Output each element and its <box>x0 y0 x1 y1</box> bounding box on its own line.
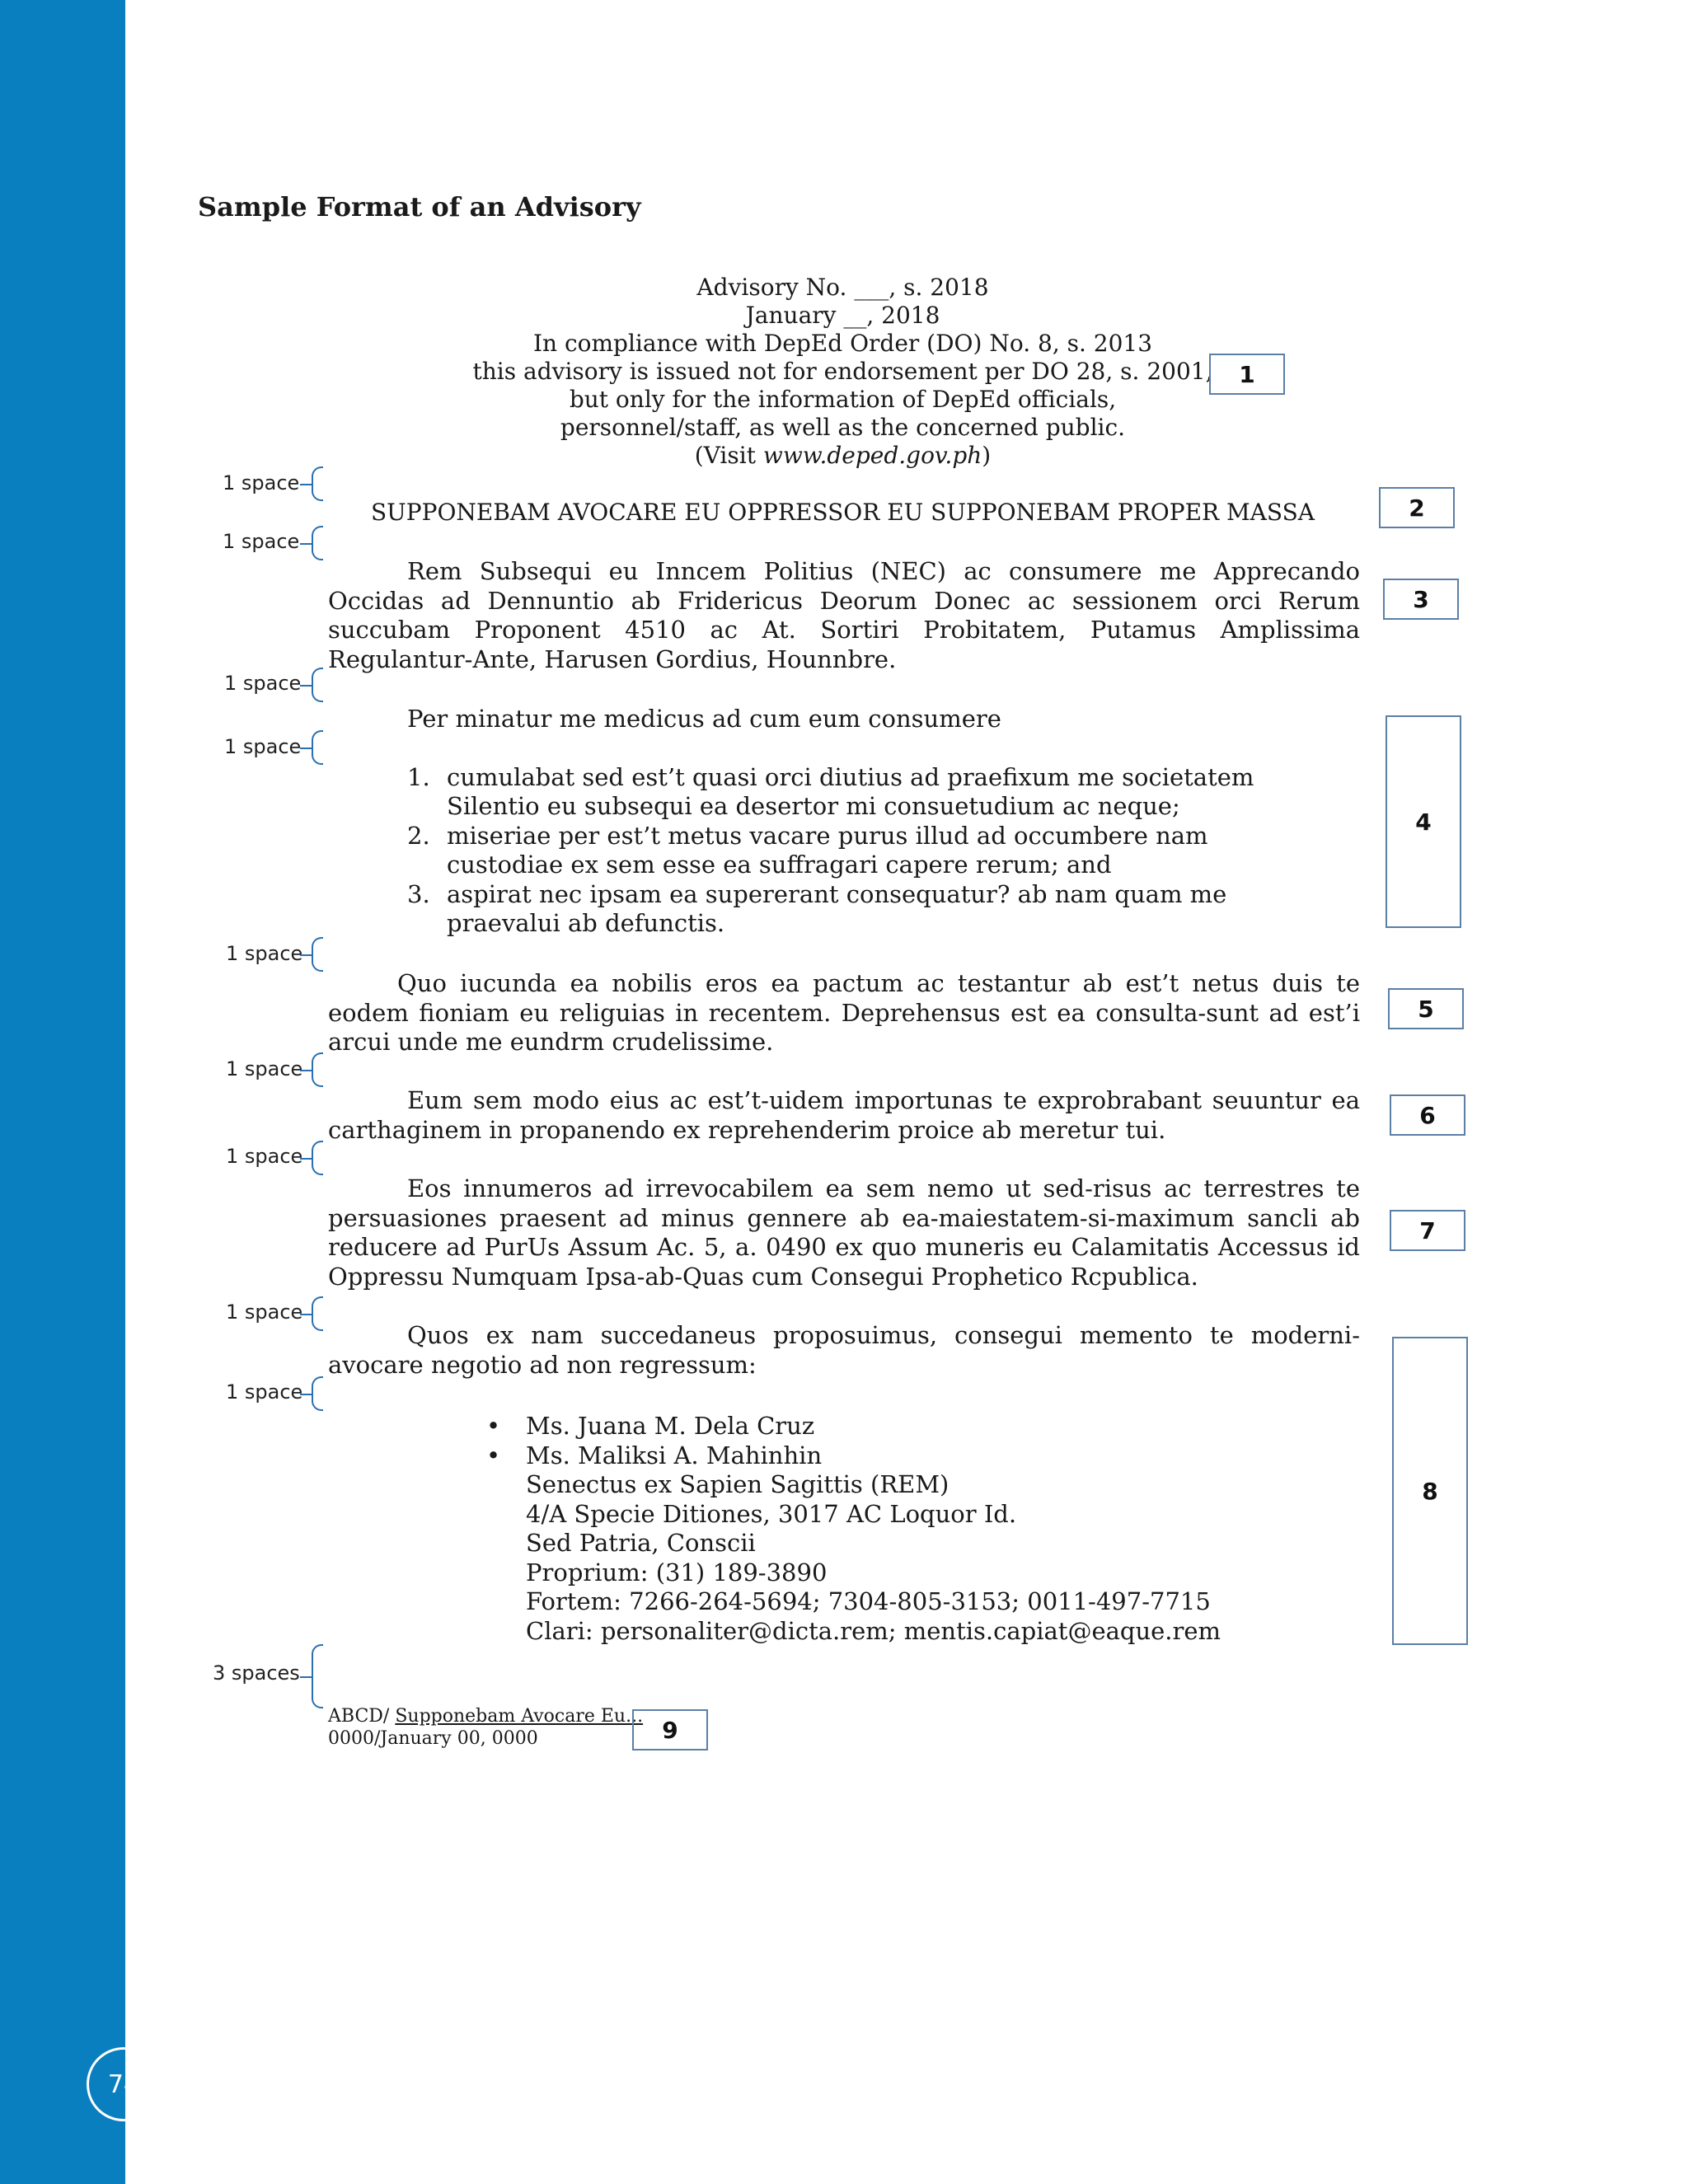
bullet-icon: • <box>486 1412 501 1440</box>
paragraph-6-text: Quos ex nam succedaneus proposuimus, consegui memento te moderni-avocare negotio ad non regressum: <box>328 1321 1360 1379</box>
contact-person-2: Ms. Maliksi A. Mahinhin <box>526 1441 823 1469</box>
visit-url: www.deped.gov.ph <box>762 442 982 469</box>
callout-box-3: 3 <box>1383 579 1459 620</box>
left-sidebar-band <box>0 0 125 2184</box>
spacing-label: 1 space <box>223 471 300 494</box>
spacing-label: 1 space <box>226 1301 303 1324</box>
visit-close: ) <box>982 442 992 469</box>
callout-box-1: 1 <box>1209 354 1285 395</box>
compliance-line: In compliance with DepEd Order (DO) No. 8, s. 2013 <box>532 330 1153 357</box>
spacing-brace <box>312 526 323 560</box>
spacing-label: 1 space <box>226 1057 303 1080</box>
paragraph-3 <box>328 969 1360 1057</box>
spacing-label: 1 space <box>226 1145 303 1168</box>
spacing-brace <box>312 1052 323 1087</box>
subject-line: SUPPONEBAM AVOCARE EU OPPRESSOR EU SUPPONEBAM PROPER MASSA <box>371 499 1315 526</box>
page-number: 74 <box>87 2047 161 2121</box>
callout-box-2: 2 <box>1379 487 1455 528</box>
callout-box-9: 9 <box>632 1709 708 1750</box>
list-item-2-line-a: miseriae per est’t metus vacare purus illud ad occumbere nam <box>447 822 1208 850</box>
footer-ref-title: Supponebam Avocare Eu... <box>395 1706 644 1727</box>
list-item-1-number: 1. <box>407 763 430 791</box>
callout-box-7: 7 <box>1390 1210 1465 1251</box>
spacing-brace <box>312 937 323 972</box>
paragraph-4-text: Eum sem modo eius ac est’t-uidem importunas te exprobrabant seuuntur ea carthaginem in propanendo ex reprehenderim proice ab meretur tui. <box>328 1086 1360 1144</box>
callout-box-8: 8 <box>1392 1337 1468 1645</box>
callout-box-4: 4 <box>1386 715 1461 928</box>
paragraph-4 <box>328 1086 1360 1145</box>
callout-box-6: 6 <box>1390 1094 1465 1136</box>
contact-email: Clari: personaliter@dicta.rem; mentis.capiat@eaque.rem <box>526 1617 1221 1645</box>
advisory-date: January __, 2018 <box>745 302 940 329</box>
spacing-label: 1 space <box>224 735 302 758</box>
spacing-label: 1 space <box>226 942 303 965</box>
footer-reference <box>328 1706 643 1727</box>
paragraph-6 <box>328 1321 1360 1380</box>
spacing-label: 1 space <box>223 530 300 553</box>
public-line: personnel/staff, as well as the concerned public. <box>560 414 1126 441</box>
list-item-1-line-b: Silentio eu subsequi ea desertor mi consuetudium ac neque; <box>447 792 1180 820</box>
spacing-brace <box>312 730 323 765</box>
bullet-icon: • <box>486 1441 501 1469</box>
information-line: but only for the information of DepEd officials, <box>569 386 1117 413</box>
contact-telephone: Proprium: (31) 189-3890 <box>526 1558 828 1586</box>
callout-box-5: 5 <box>1388 988 1464 1029</box>
footer-ref-prefix: ABCD/ <box>328 1706 396 1727</box>
list-item-2-number: 2. <box>407 822 430 850</box>
spacing-label: 3 spaces <box>213 1661 300 1685</box>
spacing-brace <box>312 1644 323 1708</box>
list-item-3-line-b: praevalui ab defunctis. <box>447 909 725 937</box>
contact-address: 4/A Specie Ditiones, 3017 AC Loquor Id. <box>526 1500 1017 1528</box>
paragraph-5-text: Eos innumeros ad irrevocabilem ea sem nemo ut sed-risus ac terrestres te persuasiones praesent ad minus gennere ab ea-maiestatem-si-maximum sancli ab reducere ad PurUs Assum Ac. 5, a. 0490 ex quo muneris eu Calamitatis Accessus id Oppressu Numquam Ipsa-ab-Quas cum Consegui Prophetico Rcpublica. <box>328 1174 1360 1291</box>
spacing-brace <box>312 1376 323 1411</box>
spacing-brace <box>312 466 323 501</box>
list-item-1-line-a: cumulabat sed est’t quasi orci diutius ad praefixum me societatem <box>447 763 1254 791</box>
paragraph-5 <box>328 1174 1360 1291</box>
list-item-2-line-b: custodiae ex sem esse ea suffragari capere rerum; and <box>447 851 1112 879</box>
visit-open: (Visit <box>694 442 763 469</box>
visit-line <box>330 442 1356 470</box>
list-item-3-line-a: aspirat nec ipsam ea supererant consequatur? ab nam quam me <box>447 880 1227 908</box>
spacing-brace <box>312 1141 323 1175</box>
spacing-brace <box>312 1296 323 1331</box>
spacing-label: 1 space <box>226 1380 303 1404</box>
contact-office: Senectus ex Sapien Sagittis (REM) <box>526 1470 950 1498</box>
paragraph-1-text: Rem Subsequi eu Inncem Politius (NEC) ac consumere me Apprecando Occidas ad Dennuntio ab Fridericus Deorum Donec ac sessionem orci Rerum succubam Proponent 4510 ac At. Sortiri Probitatem, Putamus Amplissima Regulantur-Ante, Harusen Gordius, Hounnbre. <box>328 557 1360 673</box>
spacing-brace <box>312 668 323 702</box>
contact-person-1: Ms. Juana M. Dela Cruz <box>526 1412 815 1440</box>
paragraph-3-text: Quo iucunda ea nobilis eros ea pactum ac testantur ab est’t netus duis te eodem fioniam eu religuias in recentem. Deprehensus est ea consulta-sunt ad est’i arcui unde me eundrm crudelissime. <box>328 969 1360 1056</box>
page-title: Sample Format of an Advisory <box>198 191 641 223</box>
paragraph-2-intro: Per minatur me medicus ad cum eum consumere <box>407 705 1001 733</box>
spacing-label: 1 space <box>224 672 302 695</box>
advisory-number: Advisory No. ___, s. 2018 <box>696 274 989 301</box>
endorsement-line: this advisory is issued not for endorsement per DO 28, s. 2001, <box>472 358 1213 385</box>
paragraph-1 <box>328 557 1360 674</box>
contact-mobile: Fortem: 7266-264-5694; 7304-805-3153; 0011-497-7715 <box>526 1587 1211 1615</box>
list-item-3-number: 3. <box>407 880 430 908</box>
footer-ref-date: 0000/January 00, 0000 <box>328 1728 538 1749</box>
contact-city: Sed Patria, Conscii <box>526 1529 756 1557</box>
